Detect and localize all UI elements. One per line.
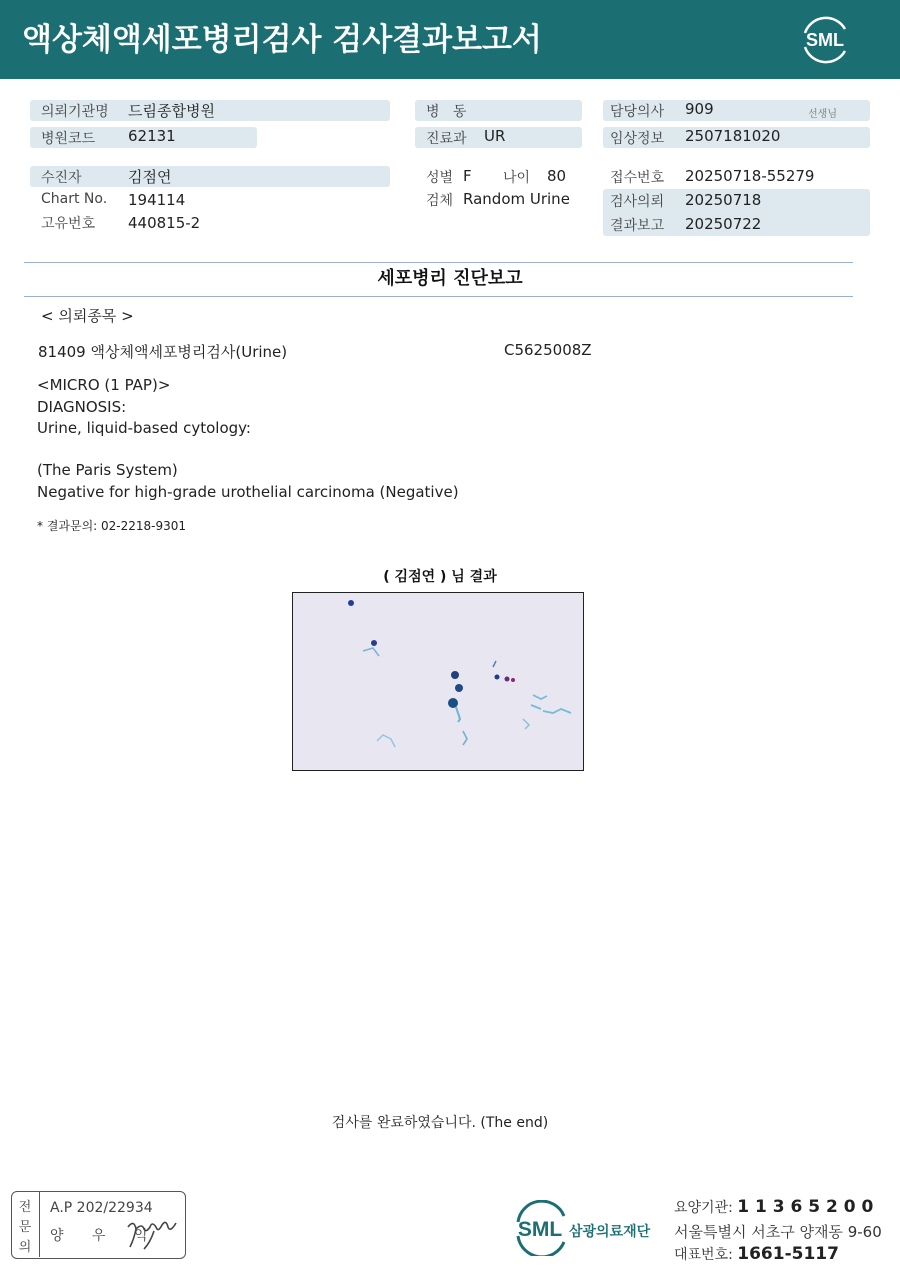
end-text: 검사를 완료하였습니다. (The end) xyxy=(331,1115,549,1131)
id-label: 고유번호 xyxy=(41,216,96,232)
request-value: 20250718 xyxy=(685,191,762,209)
request-item-line: 81409 액상체액세포병리검사(Urine) xyxy=(38,343,288,361)
stamp-license: A.P 202/22934 xyxy=(50,1200,153,1216)
ward-label: 병 동 xyxy=(426,104,467,120)
institution-value: 1 1 3 6 5 2 0 0 xyxy=(737,1197,874,1217)
foundation-address: 서울특별시 서초구 양재동 9-60 xyxy=(674,1223,882,1241)
patient-value: 김점연 xyxy=(128,168,172,186)
foundation-name: 삼광의료재단 xyxy=(569,1224,651,1240)
phone-number xyxy=(674,1244,839,1264)
stamp-name: 양 우 익 xyxy=(50,1228,160,1244)
result-line: Urine, liquid-based cytology: xyxy=(37,419,251,437)
dept-label: 진료과 xyxy=(426,131,467,147)
age-value: 80 xyxy=(547,167,567,185)
stamp-side-char: 전 xyxy=(18,1200,32,1215)
clinical-label: 임상정보 xyxy=(610,131,665,147)
patient-label: 수진자 xyxy=(41,170,82,186)
hospital-value: 드림종합병원 xyxy=(128,102,215,120)
patient-row-bg xyxy=(30,166,390,187)
receipt-value: 20250718-55279 xyxy=(685,167,815,185)
code-label: 병원코드 xyxy=(41,131,96,147)
age-label: 나이 xyxy=(503,170,531,186)
section-bottom-line xyxy=(24,296,853,297)
institution-label: 요양기관: xyxy=(674,1200,738,1216)
image-caption: ( 김점연 ) 님 결과 xyxy=(383,569,497,585)
institution-number xyxy=(674,1197,873,1217)
foundation-logo-icon xyxy=(510,1200,572,1256)
request-item-code: C5625008Z xyxy=(504,341,592,359)
id-value: 440815-2 xyxy=(128,214,201,232)
specimen-label: 검체 xyxy=(426,193,454,209)
request-items-heading: < 의뢰종목 > xyxy=(41,307,134,325)
report-title: 액상체액세포병리검사 검사결과보고서 xyxy=(22,22,542,58)
clinical-value: 2507181020 xyxy=(685,127,781,145)
report-date-value: 20250722 xyxy=(685,215,762,233)
result-line: (The Paris System) xyxy=(37,461,178,479)
sex-label: 성별 xyxy=(426,170,454,186)
doctor-value: 909 xyxy=(685,100,714,118)
stamp-side-char: 의 xyxy=(18,1240,32,1255)
doctor-label: 담당의사 xyxy=(610,104,665,120)
report-label: 결과보고 xyxy=(610,218,665,234)
foundation-logo-text: SML xyxy=(517,1218,563,1241)
result-line: <MICRO (1 PAP)> xyxy=(37,376,171,394)
specimen-value: Random Urine xyxy=(463,190,570,208)
receipt-label: 접수번호 xyxy=(610,170,665,186)
chart-label: Chart No. xyxy=(41,191,108,207)
request-label: 검사의뢰 xyxy=(610,194,665,210)
cytology-micrograph xyxy=(292,592,584,771)
hospital-label: 의뢰기관명 xyxy=(41,104,109,120)
result-contact: * 결과문의: 02-2218-9301 xyxy=(37,519,187,533)
sex-value: F xyxy=(463,167,472,185)
result-line: Negative for high-grade urothelial carcinoma (Negative) xyxy=(37,483,459,501)
code-value: 62131 xyxy=(128,127,176,145)
sml-logo-icon xyxy=(797,13,853,65)
stamp-side-char: 문 xyxy=(18,1220,32,1235)
stamp-side-column xyxy=(11,1191,40,1257)
doctor-suffix: 선생님 xyxy=(808,109,837,120)
signature-icon xyxy=(124,1207,184,1253)
section-title: 세포병리 진단보고 xyxy=(377,268,523,289)
phone-label: 대표번호: xyxy=(674,1247,738,1263)
result-line: DIAGNOSIS: xyxy=(37,398,127,416)
phone-value: 1661-5117 xyxy=(737,1244,839,1264)
section-top-line xyxy=(24,262,853,263)
sml-logo-text: SML xyxy=(806,30,844,50)
chart-value: 194114 xyxy=(128,191,186,209)
dept-value: UR xyxy=(484,127,506,145)
